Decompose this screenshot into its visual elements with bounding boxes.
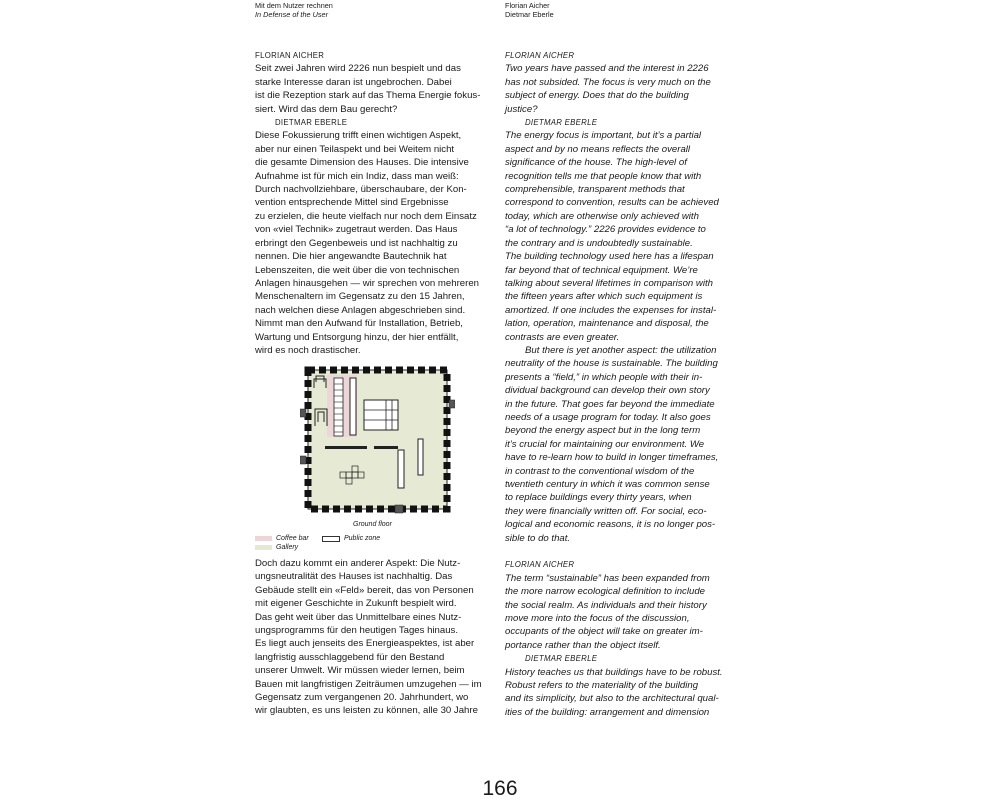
text-line: it’s crucial for maintaining our environment. We: [505, 438, 705, 450]
text-line: Es liegt auch jenseits des Energieaspektes, ist aber: [255, 638, 475, 650]
speaker-label: FLORIAN AICHER: [255, 51, 325, 60]
question-text: [505, 62, 750, 116]
text-line: nach welchen diese Anlagen abgeschrieben sind.: [255, 304, 466, 316]
text-line: “a lot of technology.” 2226 provides evidence to: [505, 224, 706, 236]
text-line: Das geht weit über das Unmittelbare eines Nutz-: [255, 611, 462, 623]
text-line: neutrality of the house is sustainable. The building: [505, 358, 718, 370]
text-line: in the future. That goes far beyond the immediate: [505, 398, 715, 410]
text-line: sible to do that.: [505, 532, 571, 544]
legend-label: Public zone: [344, 535, 381, 542]
text-line: unserer Umwelt. Wir müssen wieder lernen, beim: [255, 665, 465, 677]
text-line: has not subsided. The focus is very much on the: [505, 76, 711, 88]
text-line: portance rather than the object itself.: [505, 639, 661, 651]
page-number: 166: [482, 777, 518, 800]
text-line: ungsneutralität des Hauses ist nachhaltig. Das: [255, 571, 453, 583]
text-line: they were financially written off. For social, eco-: [505, 505, 707, 517]
text-line: occupants of the object will take on greater im-: [505, 626, 703, 638]
text-line: the more narrow ecological definition to include: [505, 586, 705, 598]
text-line: recognition tells me that people know that with: [505, 170, 702, 182]
ground-floor-plan: [300, 362, 455, 517]
text-line: aspect and by no means reflects the overall: [505, 143, 691, 155]
text-line: comprehensible, transparent methods that: [505, 184, 685, 196]
text-line: The building technology used here has a lifespan: [505, 251, 714, 263]
book-title: Mit dem Nutzer rechnen: [255, 1, 333, 10]
text-line: needs of a usage program for today. It also goes: [505, 411, 711, 423]
legend-label: Gallery: [276, 544, 299, 551]
speaker-label: DIETMAR EBERLE: [275, 118, 348, 128]
text-line: Two years have passed and the interest in 2226: [505, 63, 709, 75]
legend-item: [322, 534, 380, 543]
paragraph-gap: [505, 545, 750, 558]
text-line: the fifteen years after which such equipment is: [505, 291, 703, 303]
text-line: wird es noch drastischer.: [255, 344, 361, 356]
text-line: talking about several lifetimes in comparison with: [505, 277, 713, 289]
text-line: Gegensatz zum vergangenen 20. Jahrhundert, wo: [255, 692, 469, 704]
speaker-label: FLORIAN AICHER: [505, 560, 575, 570]
text-line: siert. Wird das dem Bau gerecht?: [255, 103, 398, 115]
question-text: [505, 572, 750, 652]
running-header-left: [255, 1, 333, 19]
text-line: mit eigener Geschichte in Zukunft bespielt wird.: [255, 598, 457, 610]
text-line: wir glaubten, es uns leisten zu können, alle 30 Jahre: [255, 705, 478, 717]
text-line: Anlagen hinausgehen — wir sprechen von mehreren: [255, 277, 479, 289]
text-line: have to re-learn how to build in longer timeframes,: [505, 452, 719, 464]
text-line: presents a “field,” in which people with their in-: [505, 371, 703, 383]
text-line: ist die Rezeption stark auf das Thema Energie fokus-: [255, 90, 481, 102]
text-line: ities of the building: arrangement and dimension: [505, 706, 710, 718]
text-line: langfristig ausschlaggebend für den Bestand: [255, 651, 445, 663]
answer-text: [255, 557, 500, 718]
german-column-block-1: [255, 49, 500, 357]
text-line: subject of energy. Does that do the building: [505, 90, 689, 102]
text-line: the contrary and is undoubtedly sustainable.: [505, 237, 693, 249]
text-line: Bauen mit langfristigen Zeiträumen umzugehen — im: [255, 678, 482, 690]
text-line: But there is yet another aspect: the utilization: [525, 344, 717, 356]
author-name-2: Dietmar Eberle: [505, 10, 554, 19]
legend-item: [255, 543, 298, 552]
text-line: Menschenaltern im Gegensatz zu den 15 Jahren,: [255, 291, 465, 303]
text-line: ungsprogramms für den heutigen Tages hinaus.: [255, 625, 459, 637]
english-column: [505, 49, 750, 719]
legend-swatch: [322, 536, 340, 542]
text-line: The energy focus is important, but it’s a partial: [505, 130, 702, 142]
answer-text: [255, 129, 500, 357]
text-line: Lebenszeiten, die weit über die von technischen: [255, 264, 460, 276]
text-line: zu erzielen, die heute vielfach nur noch dem Einsatz: [255, 210, 477, 222]
text-line: the social realm. As individuals and their history: [505, 599, 707, 611]
text-line: Gebäude stellt ein «Feld» bereit, das von Personen: [255, 584, 474, 596]
question-text: [255, 62, 500, 116]
speaker-label: FLORIAN AICHER: [505, 51, 575, 60]
text-line: beyond the energy aspect but in the long term: [505, 425, 701, 437]
answer-text: [505, 129, 750, 344]
text-line: vention entsprechende Mittel sind Ergebnisse: [255, 197, 449, 209]
text-line: contrasts are even greater.: [505, 331, 620, 343]
text-line: die gesamte Dimension des Hauses. Die intensive: [255, 157, 469, 169]
speaker-label: DIETMAR EBERLE: [525, 654, 598, 664]
text-line: Doch dazu kommt ein anderer Aspekt: Die Nutz-: [255, 558, 461, 569]
text-line: today, which are otherwise only achieved with: [505, 210, 699, 222]
text-line: lation, operation, maintenance and disposal, the: [505, 318, 709, 330]
text-line: amortized. If one includes the expenses for instal-: [505, 304, 717, 316]
text-line: Nimmt man den Aufwand für Installation, Betrieb,: [255, 318, 463, 330]
text-line: twentieth century in which it was common sense: [505, 479, 710, 490]
text-line: justice?: [505, 103, 538, 115]
text-line: starke Interesse daran ist ungebrochen. Dabei: [255, 76, 452, 88]
running-header-right: [505, 1, 554, 19]
text-line: The term “sustainable” has been expanded from: [505, 572, 710, 584]
text-line: move more into the focus of the discussion,: [505, 613, 690, 625]
text-line: Robust refers to the materiality of the building: [505, 680, 699, 692]
book-subtitle: In Defense of the User: [255, 10, 329, 19]
speaker-label: DIETMAR EBERLE: [525, 118, 598, 128]
text-line: logical and economic reasons, it is no longer pos-: [505, 519, 716, 531]
legend-swatch: [255, 545, 272, 550]
text-line: correspond to convention, results can be achieved: [505, 197, 719, 209]
figure-caption: Ground floor: [353, 521, 392, 528]
text-line: aber nur einen Teilaspekt und bei Weitem nicht: [255, 143, 455, 155]
text-line: Seit zwei Jahren wird 2226 nun bespielt und das: [255, 63, 461, 75]
text-line: significance of the house. The high-level of: [505, 157, 687, 169]
answer-text: [505, 666, 750, 720]
text-line: far beyond that of technical equipment. We’re: [505, 264, 698, 276]
legend-swatch: [255, 536, 272, 541]
text-line: Diese Fokussierung trifft einen wichtigen Aspekt,: [255, 130, 462, 142]
legend-label: Coffee bar: [276, 535, 309, 542]
text-line: Durch nachvollziehbare, überschaubare, der Kon-: [255, 184, 467, 196]
text-line: dividual background can develop their own story: [505, 385, 710, 397]
text-line: nennen. Die hier angewandte Bautechnik hat: [255, 251, 447, 263]
legend-item: [255, 534, 309, 543]
german-column-block-2: [255, 557, 500, 718]
text-line: History teaches us that buildings have to be robust.: [505, 666, 723, 678]
text-line: in contrast to the conventional wisdom of the: [505, 465, 695, 477]
answer-text: [505, 344, 750, 545]
text-line: von «viel Technik» zugetraut werden. Das Haus: [255, 224, 458, 236]
text-line: Wartung und Entsorgung hinzu, der hier entfällt,: [255, 331, 459, 343]
text-line: to replace buildings every thirty years, when: [505, 492, 692, 504]
text-line: erbringt den Gegenbeweis und ist nachhaltig zu: [255, 237, 458, 249]
text-line: Aufnahme ist für mich ein Indiz, dass man weiß:: [255, 170, 459, 182]
author-name-1: Florian Aicher: [505, 1, 550, 10]
text-line: and its simplicity, but also to the architectural qual-: [505, 693, 719, 705]
